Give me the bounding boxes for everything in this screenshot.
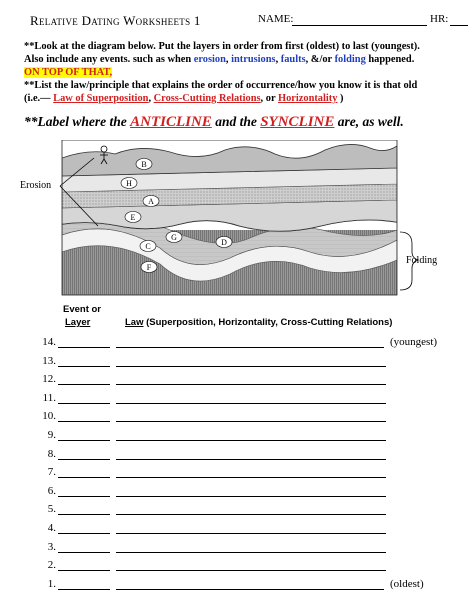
answer-row [0,485,474,503]
answer-row [0,578,474,596]
term-folding: folding [334,54,366,65]
svg-text:F: F [146,263,152,272]
answer-row [0,429,474,447]
law-blank[interactable] [116,403,386,404]
term-faults: faults [280,54,306,65]
label-task-suffix: are, as well. [337,114,404,129]
event-layer-blank[interactable] [58,496,110,497]
event-layer-blank[interactable] [58,384,110,385]
marker-g [166,232,182,243]
folding-label: Folding [406,255,438,266]
marker-e [125,212,141,223]
col-layer: Layer [65,317,91,328]
and-or-text: , &/or [305,54,332,65]
strata-group [62,144,397,300]
label-task-middle: and the [215,114,257,129]
or-text: , or [260,93,276,104]
law-blank[interactable] [116,589,384,590]
svg-text:H: H [126,179,132,188]
answer-table-header [55,304,455,330]
row-note: (oldest) [390,577,424,590]
instruction-text: happened. [368,54,415,65]
instruction-line-5: (i.e.— Law of Superposition, Cross-Cutting Relations, or Horizontality ) [24,93,344,104]
answer-row [0,522,474,540]
row-number: 4. [47,522,56,534]
instruction-text: ) [340,93,344,104]
row-number: 1. [47,577,56,590]
term-intrusions: intrusions [231,54,276,65]
law-blank[interactable] [116,440,386,441]
answer-row [0,466,474,484]
instruction-text: Also include any events. such as when [24,54,192,65]
worksheet-header [30,13,460,31]
svg-text:A: A [148,197,154,206]
row-number: 5. [47,503,56,516]
marker-f [141,262,157,273]
answer-row [0,336,474,354]
instructions [24,40,464,105]
law-blank[interactable] [116,533,386,534]
law-blank[interactable] [116,496,386,497]
law-blank[interactable] [116,384,386,385]
law-blank[interactable] [116,514,386,515]
law-blank[interactable] [116,347,384,348]
answer-row [0,392,474,410]
law-blank[interactable] [116,421,386,422]
row-number: 13. [42,354,56,367]
law-horizontality: Horizontality [277,93,338,104]
highlight-on-top: ON TOP OF THAT, [24,67,113,78]
instruction-line-3 [24,66,464,79]
svg-text:B: B [141,160,147,169]
answer-row [0,448,474,466]
event-layer-blank[interactable] [58,533,110,534]
event-layer-blank[interactable] [58,347,110,348]
event-layer-blank[interactable] [58,366,110,367]
law-blank[interactable] [116,552,386,553]
event-layer-blank[interactable] [58,477,110,478]
geologic-cross-section [20,140,450,300]
row-number: 6. [47,484,56,497]
instruction-line-4: **List the law/principle that explains the order of occurrence/how you know it is that old [24,80,418,91]
law-superposition: Law of Superposition [53,93,149,104]
row-number: 7. [47,466,56,479]
term-erosion: erosion [193,54,226,65]
instruction-line-2: Also include any events. such as when erosion, intrusions, faults, &/or folding happened. [24,54,415,65]
event-layer-blank[interactable] [58,440,110,441]
svg-text:E: E [130,213,136,222]
row-number: 8. [47,447,56,460]
law-blank[interactable] [116,459,386,460]
event-layer-blank[interactable] [58,459,110,460]
event-layer-blank[interactable] [58,421,110,422]
marker-a [143,196,159,207]
instruction-line-1: **Look at the diagram below. Put the layers in order from first (oldest) to last (youngest). [24,41,420,52]
marker-d [216,237,232,248]
label-task-prefix: **Label where the [24,114,127,129]
answer-row [0,373,474,391]
marker-b [136,159,152,170]
row-number: 10. [42,410,56,423]
worksheet-title: Relative Dating Worksheets 1 [30,13,201,28]
svg-text:D: D [221,238,227,247]
col-event: Event or [63,304,102,315]
answer-row [0,410,474,428]
anticline-term: ANTICLINE [130,114,212,130]
hr-label: HR: [430,13,449,25]
event-layer-blank[interactable] [58,403,110,404]
marker-h [121,178,137,189]
instruction-text: (i.e.— [24,93,51,104]
label-task [24,114,464,131]
row-note: (youngest) [390,336,438,348]
marker-c [140,241,156,252]
row-number: 11. [42,391,56,404]
law-blank[interactable] [116,477,386,478]
svg-text:G: G [171,233,177,242]
row-number: 2. [47,559,56,572]
answer-row [0,541,474,559]
event-layer-blank[interactable] [58,552,110,553]
law-cross-cutting: Cross-Cutting Relations [153,93,261,104]
event-layer-blank[interactable] [58,570,110,571]
row-number: 12. [42,373,56,386]
erosion-label: Erosion [20,180,52,191]
name-field[interactable] [292,25,427,26]
law-blank[interactable] [116,366,386,367]
row-number: 9. [47,429,56,441]
hr-field[interactable] [450,25,468,26]
row-number: 3. [47,540,56,553]
law-blank[interactable] [116,570,386,571]
row-number: 14. [42,336,56,348]
col-law: Law (Superposition, Horizontality, Cross-Cutting Relations) [125,317,393,328]
answer-row [0,355,474,373]
event-layer-blank[interactable] [58,589,110,590]
name-label: NAME: [258,13,294,25]
svg-text:C: C [145,242,151,251]
answer-row [0,503,474,521]
answer-row [0,559,474,577]
syncline-term: SYNCLINE [260,114,335,130]
event-layer-blank[interactable] [58,514,110,515]
